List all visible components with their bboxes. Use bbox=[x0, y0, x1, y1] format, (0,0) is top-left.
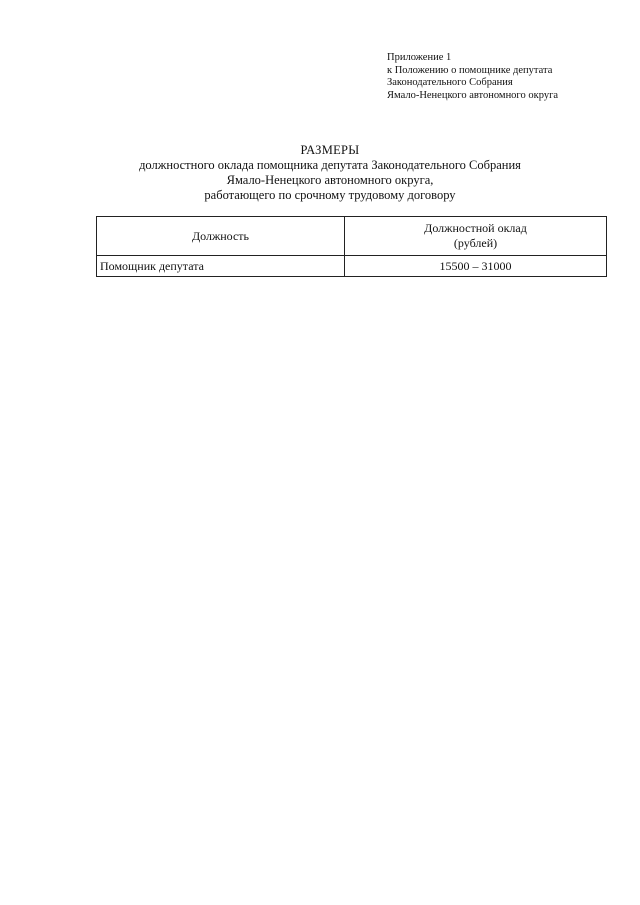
appendix-line: к Положению о помощнике депутата bbox=[387, 64, 553, 76]
cell-position: Помощник депутата bbox=[97, 256, 345, 277]
document-title bbox=[60, 143, 600, 203]
table-row bbox=[97, 256, 607, 277]
appendix-line: Приложение 1 bbox=[387, 52, 452, 63]
appendix-note bbox=[387, 52, 558, 102]
title-line: работающего по срочному трудовому договору bbox=[204, 188, 456, 202]
header-position: Должность bbox=[97, 217, 345, 256]
title-line: должностного оклада помощника депутата Законодательного Собрания bbox=[139, 158, 521, 172]
appendix-line: Ямало-Ненецкого автономного округа bbox=[387, 89, 559, 101]
salary-table bbox=[96, 216, 607, 277]
header-salary bbox=[345, 217, 607, 256]
title-line: Ямало-Ненецкого автономного округа, bbox=[226, 173, 434, 187]
header-salary-title: Должностной оклад bbox=[424, 221, 527, 235]
appendix-line: Законодательного Собрания bbox=[387, 77, 513, 88]
title-heading: РАЗМЕРЫ bbox=[300, 143, 360, 157]
header-salary-unit: (рублей) bbox=[453, 236, 498, 250]
cell-salary: 15500 – 31000 bbox=[345, 256, 607, 277]
table-header-row bbox=[97, 217, 607, 256]
